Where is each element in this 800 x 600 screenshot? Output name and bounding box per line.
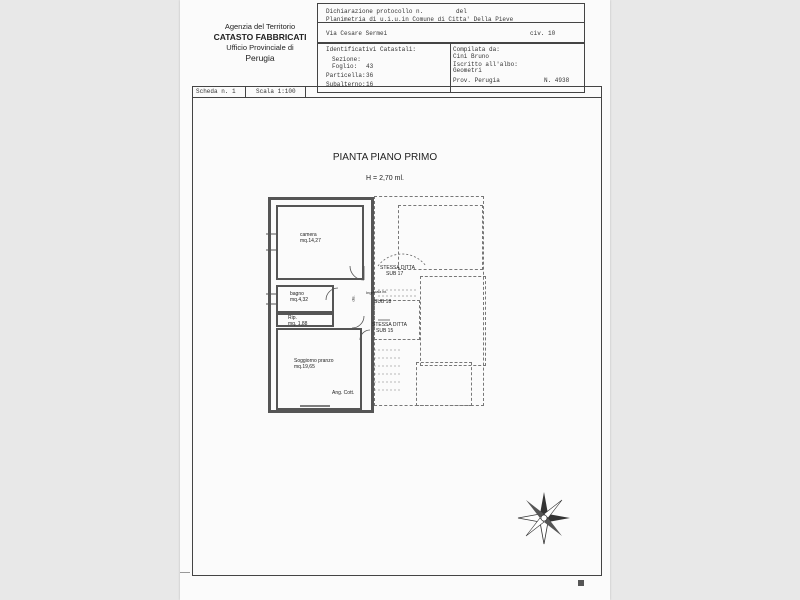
camera-area: mq.14,27 [300, 238, 321, 244]
address-label: Via Cesare Sermei [326, 30, 388, 37]
scheda-label: Scheda n. 1 [196, 88, 236, 95]
foglio-value: 43 [366, 63, 374, 70]
agency-label: Agenzia del Territorio [224, 22, 296, 31]
scala-label: Scala 1:100 [256, 88, 296, 95]
rip-area: mq. 1,88 [288, 321, 308, 327]
disimpegno-label: dis. [350, 295, 356, 302]
sezione-label: Sezione: [332, 56, 361, 63]
subalterno-value: 16 [366, 81, 374, 88]
civ-label: civ. 10 [530, 30, 556, 37]
identificativi-label: Identificativi Catastali: [326, 46, 417, 53]
plan-title: PIANTA PIANO PRIMO [332, 152, 438, 163]
cadastral-sheet [180, 0, 610, 600]
del-label: del [456, 8, 467, 15]
particella-label: Particella: [326, 72, 366, 79]
albo-value: Geometri [453, 67, 482, 74]
planimetria-label: Planimetria di u.i.u.in Comune di Citta' Della Pieve [326, 16, 514, 23]
catasto-label: CATASTO FABBRICATI [213, 32, 307, 42]
plan-height: H = 2,70 ml. [366, 175, 404, 182]
soggiorno-area: mq.19,65 [294, 364, 315, 370]
sub-18-label: SUB 18 [374, 299, 392, 305]
ang-cott-label: Ang. Cott. [332, 390, 355, 396]
bagno-area: mq.4,32 [290, 297, 309, 303]
particella-value: 36 [366, 72, 374, 79]
soggiorno-name: Soggiorno pranzo [294, 358, 334, 364]
scala-int-label: scala int. [373, 290, 387, 294]
stessa-ditta-1: STESSA DITTA [380, 265, 415, 271]
foglio-label: Foglio: [332, 63, 358, 70]
prov-label: Prov. Perugia [453, 77, 500, 84]
compass-rose-icon [514, 488, 574, 548]
iscritto-label: Iscritto all'albo: [453, 61, 518, 68]
ingresso-label: Ingr. [366, 290, 374, 295]
compilatore-value: Cini Bruno [453, 53, 490, 60]
sub-15-label: SUB 15 [376, 328, 394, 334]
ufficio-label: Ufficio Provinciale di [226, 43, 294, 52]
stessa-ditta-2: STESSA DITTA [372, 322, 407, 328]
camera-name: camera [300, 232, 317, 238]
dichiarazione-label: Dichiarazione protocollo n. [326, 8, 424, 15]
rip-name: Rip. [288, 315, 297, 321]
bagno-name: bagno [290, 291, 304, 297]
compilata-label: Compilata da: [453, 46, 500, 53]
sub-17-label: SUB 17 [386, 271, 404, 277]
numero-label: N. 4938 [544, 77, 570, 84]
subalterno-label: Subalterno: [326, 81, 366, 88]
city-label: Perugia [245, 53, 275, 63]
